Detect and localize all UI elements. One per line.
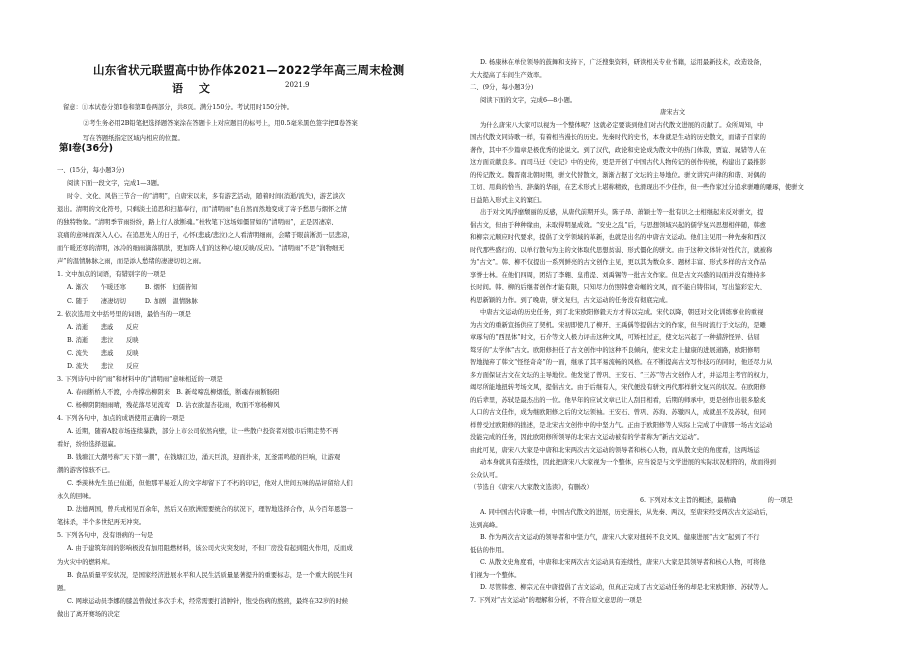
text-line: 阅读下面一段文字，完成1—3题。 (67, 180, 164, 188)
text-line: 样曾受过欧阳修的拙述，是北宋古文创作中的中坚力气。正由于欧阳修等人实际上完成了中唐那一场古文运动 (470, 421, 773, 429)
text-line: B. 作为两次古文运动的领导者和中坚力气，唐宋八大家对扭转不良文风、健康进展“古文”起到了不行 (480, 534, 760, 541)
text-line: B. 钱塘江大潮号称“天下第一潮”，在钱塘江边，涌天巨浪，迎面扑来，瓦釜雷鸣般的巨响，让游观 (67, 454, 341, 462)
text-line: D. 尽管韩愈、柳宗元在中唐提倡了古文运动，但真正完成了古文运动任务的却是北宋欧阳修、苏轼等人。 (480, 584, 773, 591)
text-line: 看好，纷纷选择退赢。 (57, 441, 120, 449)
text-line: 享誉士林。在他们四周，团结了李翱、皇甫湜、刘禹锡等一批古文作家。但是古文兴盛的局面并没有维持多 (470, 271, 766, 279)
text-line: 6. 下列对本文主旨的概述，最精确 的一项是 (640, 496, 793, 504)
text-line: C. 季羡林先生虽已仙逝，但他那平易近人的文字却留下了不朽的印记，他对人世间五味的品评留给人们 (67, 480, 353, 488)
text-line: 的独特物象。“清明季节雨纷纷，路上行人欲断魂。”杜牧笔下这场如僵冒如的“清明雨”，正是因凄凉、 (57, 219, 338, 227)
text-line: C. 流失 悲戚 反映 (67, 349, 139, 357)
text-line: 工切、用典的恰当、辞藻的华丽，在艺术形式上堪称精致，也滑现出不少佳作，但一些作家过分追求骈雕的雕琢，使骈文 (470, 184, 804, 191)
text-line: A. 消逝 悲戚 反应 (67, 323, 139, 331)
text-line: 唐宋古文 (660, 109, 686, 116)
text-line: 而午暖还寒的清明，冰冷的细雨滴落肌肤，更加阵人们的这种心境(反映/反应)。“清明雨”不是“润物细无 (57, 245, 345, 253)
text-line: 的传记散文。魏晋南北朝时期，骈文代替散文，渐渐占据了文坛的主导地位。骈文讲究声律的和谐、对偶的 (470, 171, 766, 179)
text-line: 出于对文风浮靡颓丽的反感，从唐代前期开头，陈子昂、萧颖士等一批有识之士相继起来反对骈文，提 (480, 209, 764, 216)
text-line: C. 从散文史角度看，中唐和北宋两次古文运动具有连续性，唐宋八大家是其领导者和核心人物，可将他 (480, 559, 766, 566)
text-line: 动本身就具有连续性，因此把唐宋八大家视为一个整体，应当说是与文学进展的实际状况相符的，故而得到 (480, 459, 776, 466)
text-line: 的后辈里，苏轼是最杰出的一位。他早年的应试文章已让人刮目相看，后期的师承中，更是创作出很多脍炙 (470, 396, 766, 404)
text-line: 退出。清明的文化符号，只剩淡土追思和扫墓奉行，而“清明雨”也自然而然地变成了寄予愁思与烟怀之情 (57, 206, 347, 214)
text-line: 为古文的重新宣扬供应了契机。宋初即使几了柳开、王禹偁等提倡古文的作家，但当时流行于文坛的，是雕 (470, 321, 766, 329)
exam-title: 山东省状元联盟高中协作体2021—2022学年高三周末检测 (93, 63, 405, 77)
text-line: 时令、文化、风俗三节合一的“清明”，自唐宋以来，多有游艺活动，随着时间(消逝/流失)，游艺淡次 (67, 193, 345, 201)
text-line: 1. 文中加点的词语，有错别字的一项是 (57, 271, 166, 279)
text-line: 智地抛弃了韩文“怪怪奇奇”的一面，继承了其平易流畅的风格。在不断提高古文写作技巧的同时，他还尽力从 (470, 359, 773, 366)
text-line: 7. 下列对“古文运动”的理解和分析，不符合原文意思的一项是 (470, 596, 642, 604)
text-line: 国古代散文同诗歌一样，有着相当漫长的历史。先秦时代的史书，本身就是生动的历史散文，而诸子百家的 (470, 134, 766, 141)
text-line: 5. 下列各句中，没有语病的一句是 (57, 532, 154, 540)
text-line: C. 网球运动员李娜的膝盖曾做过多次手术，经常需要打消肿针，饱受伤病的熬煎，最终在32岁的时候 (67, 597, 349, 605)
subject-label: 语 文 (172, 82, 216, 95)
text-line: 章琢句的“西昆体”时文，石介等文人极力评击这种文风，可矫枉过正，使文坛兴起了一种措辞怪异、估屈 (470, 334, 760, 341)
text-line: 多方面保证古文在文坛的主导地位。他发觉了曾巩、王安石、“三苏”等古文创作人才，并运用主考官的权力， (470, 371, 773, 379)
text-line: 永久的回味。 (57, 493, 95, 501)
text-line: A. 同中国古代诗歌一样，中国古代散文的进展，历史漫长，从先秦、两汉，至唐宋经受两次古文运动后， (480, 509, 772, 516)
text-line: A. 春雨断桥人不渡，小舟撑出柳阴来 B. 新莺啼乱柳烟低，断魂春雨断肠阳 (67, 388, 280, 396)
text-line: 时代那些盛行的、以单行散句为主的文体取代思想贫弱、形式僵化的骈文。由于这种文体针对性代言，就被称 (470, 246, 773, 254)
text-line: 题。 (57, 584, 70, 592)
text-line: 为“古文”。韩、柳不仅提出一系列鲜亮的古文创作主见，更以其为数众多、题材丰富、形式多样的古文作品 (470, 259, 767, 266)
note-line: 留意：①本试卷分第Ⅰ卷和第Ⅱ卷两部分，共8页。满分150分。考试用时150分钟。 (63, 104, 294, 111)
text-line: 公众认可。 (470, 471, 502, 479)
text-line: 长时间。韩、柳的后继者创作才能有限，只知尽力仿照韩愈奇崛的文风，而不能自铸伟词，写出鉴彩宏大、 (470, 284, 766, 291)
text-line: 没能完成的任务，因此欧阳修所领导的北宋古文运动被有的学者称为“新古文运动”。 (470, 434, 704, 441)
text-line: 二、(9分，每小题3分) (470, 84, 534, 91)
text-line: 2. 依次选用文中括号里的词语，最恰当的一项是 (57, 310, 191, 318)
text-line: 哀痛的意味而深入人心。在追思先人的日子，心怀(悲戚/悲泣)之人看清明细雨，会睹于眼前淅沥一层悲凉， (57, 232, 354, 240)
text-line: 大大提高了车间生产效率。 (470, 71, 546, 79)
text-line: 声”的温情脉脉之雨，而是添人愁绪的凄凄切切之雨。 (57, 258, 206, 266)
text-line: 4. 下列各句中，加点的成语使用正确的一项是 (57, 414, 185, 422)
text-line: 骜牙的“太学体”古文。欧阳修担任了古文创作中的这种不良倾向，使宋文走上健康的进展道路，欧阳修明 (470, 346, 760, 354)
text-line: 日益陷入形式主义的窠臼。 (470, 196, 546, 204)
text-line: D. 流失 悲泣 反应 (67, 362, 139, 370)
exam-date: 2021.9 (285, 81, 310, 89)
text-line: 人口的古文佳作，成为继欧阳修之后的文坛领袖。王安石、曾巩、苏洵、苏辙四人，成就虽不及苏轼，但同 (470, 409, 766, 416)
text-line: 潮的游客惊骇不已。 (57, 467, 114, 475)
text-line: 著作，其中不少篇章是极优秀的论说文。到了汉代，政论和史论成为散文中的热门体裁，贾谊、晁错等人在 (470, 146, 766, 154)
text-line: 做出了离开赛场的决定 (57, 610, 120, 618)
text-line: A. 近期，随着A股市场连续暴跌，部分上市公司依然向壁，让一些散户投资者对股市后期走势不再 (67, 428, 339, 435)
text-line: 竭尽所能地扭转考场文风，提倡古文。由于后继有人，宋代便没有骈文再代那样骈文复兴的状况。在欧阳修 (470, 384, 766, 391)
text-line: 倡古文，但由于种种缘由，未取得明显成效。“安史之乱”后，与思想领域兴起的儒学复兴思想相伴随，韩愈 (470, 221, 767, 229)
text-line: 和柳宗元顺应时代要求，提倡了文学领域的革新，也就是出名的中唐古文运动。他们主见用一种先秦和西汉 (470, 234, 766, 241)
text-line: （节选自《唐宋八大家散文选读》，有删改） (470, 484, 593, 491)
text-line: 笔抹杀，半个多世纪再无冲突。 (57, 519, 146, 527)
text-line: B. 消逝 悲泣 反映 (67, 336, 139, 344)
text-line: 构思新颖的力作。到了晚唐，骈文复归，古文运动的任务没有彻底完成。 (470, 296, 672, 304)
text-line: D. 法德两国，曾兵戎相见百余年，然后又在欧洲需要统合的状况下，理智地选择合作，从今百年恩怨一 (67, 506, 353, 514)
text-line: 为什么唐宋八大家可以视为一个整体呢？这就必定要谈到他们对古代散文进展的贡献了。众所周知，中 (480, 121, 764, 129)
text-line: 一、(15分，每小题3分) (57, 167, 125, 174)
text-line: A. 渐次 乍暖还寒 B. 烟怀 妇儒皆知 (67, 284, 198, 292)
text-line: 们视为一个整体。 (470, 571, 521, 579)
part-heading: 第Ⅰ卷(36分) (59, 143, 113, 154)
text-line: 由此可见，唐宋八大家是中唐和北宋两次古文运动的领导者和核心人物，而从散文史的角度看，这两场运 (470, 446, 760, 454)
text-line: C. 杨柳阴阴细雨晴，残花落尽见流莺 D. 沾衣欲湿杏花雨，吹面不寒杨柳风 (67, 401, 280, 409)
text-line: D. 杨康林在单位领导的鼓舞和支持下，广泛搜集资料，研读相关专业书籍，运用最新技术，改造设备， (480, 59, 766, 66)
text-line: 阅读下面的文字，完成6—8小题。 (480, 96, 577, 104)
text-line: B. 食品质量平安状况，是国家经济进展水平和人民生活质量显著提升的重要标志，是一个重大的民生问 (67, 571, 353, 579)
text-line: 3. 下列诗句中的“雨”和材料中的“清明雨”意味相近的一项是 (57, 375, 223, 383)
text-line: 达到高峰。 (470, 521, 502, 529)
text-line: 中唐古文运动的历史任务，到了北宋欧阳修毅天方才得以完成。宋代以降，朝廷对文化训练事业的重视 (480, 309, 764, 316)
text-line: 低估的作用。 (470, 546, 508, 554)
text-line: A. 由于建筑年间的影响极没有加用阻燃材料，该公司火灾突发时，不但厂房没有起到阻火作用，反而成 (67, 545, 353, 553)
note-line: ②考生务必用2B铅笔把选择题答案涂在答题卡上对应题目的标号上，用0.5毫米黑色签字把Ⅱ卷答案 (83, 120, 358, 127)
text-line: C. 随于 凄凄切切 D. 加剧 温情脉脉 (67, 297, 198, 305)
note-line: 写在答题纸指定区域内相应的位置。 (83, 135, 184, 142)
text-line: 为火灾中的燃料库。 (57, 558, 114, 566)
text-line: 这方面贡献良多。而司马迁《史记》中的史传，更是开创了中国古代人物传记的创作传统，构建出了最推影 (470, 159, 766, 166)
